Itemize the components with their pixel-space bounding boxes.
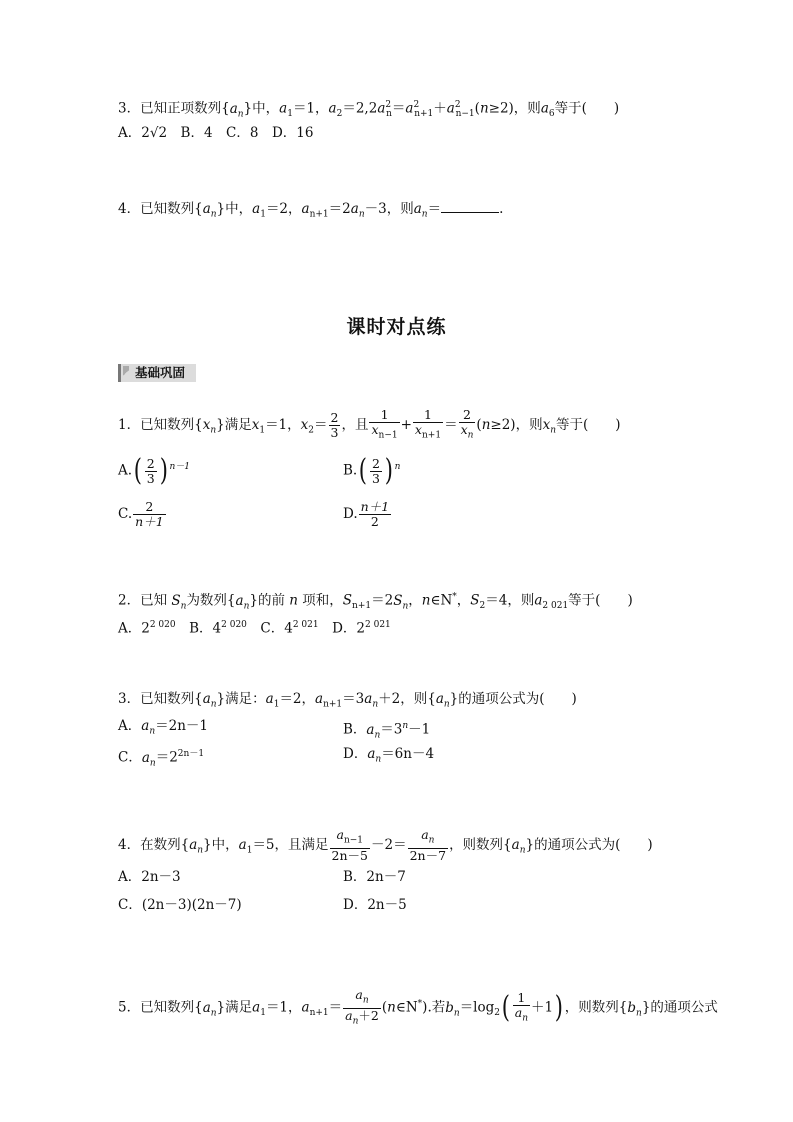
fraction: $\frac{a_n}{2n-7}$	[409, 827, 447, 863]
q4-option-d[interactable]: D．2n－5	[343, 897, 407, 913]
fraction: $\frac{2}{x_n}$	[460, 407, 474, 441]
fraction: $\frac{a_n}{a_n+2}$	[345, 987, 379, 1026]
upper-q4-stem: 4．已知数列$\{a_n\}$中，$a_1=2$，$a_{n+1}=2a_n-3$，则$a_n=$ .	[118, 201, 504, 220]
q1-stem: 1．已知数列$\{x_n\}$满足$x_1=1$，$x_2=$ $\frac{2}{3}$ ，且 $\frac{1}{x_{n-1}}$ + $\frac{1}{x_{n+1}}$ ＝ $\frac{2}{x_n}$ (n≥2)，则$x_n$等于( )	[118, 407, 621, 441]
q3-option-a[interactable]: A．$a_n=2n-1$	[118, 718, 208, 737]
q4-option-c[interactable]: C．(2n－3)(2n－7)	[118, 897, 242, 913]
q3-option-d[interactable]: D．$a_n=6n-4$	[343, 746, 435, 765]
q4-option-a[interactable]: A．2n－3	[118, 869, 181, 885]
q1-option-a[interactable]: A.( $\frac{2}{3}$ ) $^{n-1}$	[118, 453, 190, 488]
q1-option-d[interactable]: D. $\frac{n+1}{2}$	[343, 499, 390, 529]
fraction: $\frac{1}{a_n}$	[514, 989, 528, 1024]
fraction: $\frac{2}{n+1}$	[135, 499, 164, 529]
q3-option-c[interactable]: C．$a_n=2^{2n-1}$	[118, 749, 205, 769]
section-tag: 基础巩固	[118, 364, 196, 382]
answer-blank[interactable]	[441, 200, 499, 213]
q1-option-b[interactable]: B.( $\frac{2}{3}$ ) $^n$	[343, 453, 401, 488]
q5-stem: 5．已知数列$\{a_n\}$满足$a_1=1$，$a_{n+1}=$ $\frac{a_n}{a_n+2}$ (n∈N*).若$b_n=\log_2$( $\frac{1}{a_n}$ ＋1) ，则数列$\{b_n\}$的通项公式	[118, 987, 718, 1026]
upper-q3-options: A．2√2 B．4 C．8 D．16	[118, 125, 314, 141]
q3-option-b[interactable]: B．$a_n=3^n-1$	[343, 721, 431, 741]
fraction: $\frac{1}{x_{n-1}}$	[371, 407, 398, 441]
q2-options[interactable]: A．$2^{2 020}$ B．$4^{2 020}$ C．$4^{2 021}$ D．$2^{2 021}$	[118, 620, 391, 637]
q3-stem: 3．已知数列$\{a_n\}$满足：$a_1=2$，$a_{n+1}=3a_n+2$，则$\{a_n\}$的通项公式为( )	[118, 691, 577, 710]
fraction: $\frac{1}{x_{n+1}}$	[414, 407, 442, 441]
fraction: $\frac{2}{3}$	[146, 455, 155, 486]
fraction: $\frac{2}{3}$	[330, 409, 339, 440]
upper-q3-stem: 3．已知正项数列$\{a_n\}$中，$a_1=1$，$a_2=2,2a^2_n=a^2_{n+1}+a^2_{n-1}(n\ge 2)$，则$a_6$等于( )	[118, 100, 620, 120]
page-title: 课时对点练	[346, 316, 447, 338]
q1-option-c[interactable]: C. $\frac{2}{n+1}$	[118, 499, 164, 529]
fraction: $\frac{n+1}{2}$	[360, 499, 390, 529]
q2-stem: 2．已知 $S_n$为数列$\{a_n\}$的前 n 项和，$S_{n+1}=2S_n$，n∈N*，$S_2=4$，则$a_{2 021}$等于( )	[118, 592, 633, 612]
q4-option-b[interactable]: B．2n－7	[343, 869, 406, 885]
fraction: $\frac{a_{n-1}}{2n-5}$	[331, 827, 368, 863]
q4-stem: 4．在数列$\{a_n\}$中，$a_1=5$，且满足 $\frac{a_{n-1}}{2n-5}$ －2＝ $\frac{a_n}{2n-7}$ ，则数列$\{a_n\}$的通项公式为( )	[118, 827, 653, 863]
fraction: $\frac{2}{3}$	[371, 455, 380, 486]
